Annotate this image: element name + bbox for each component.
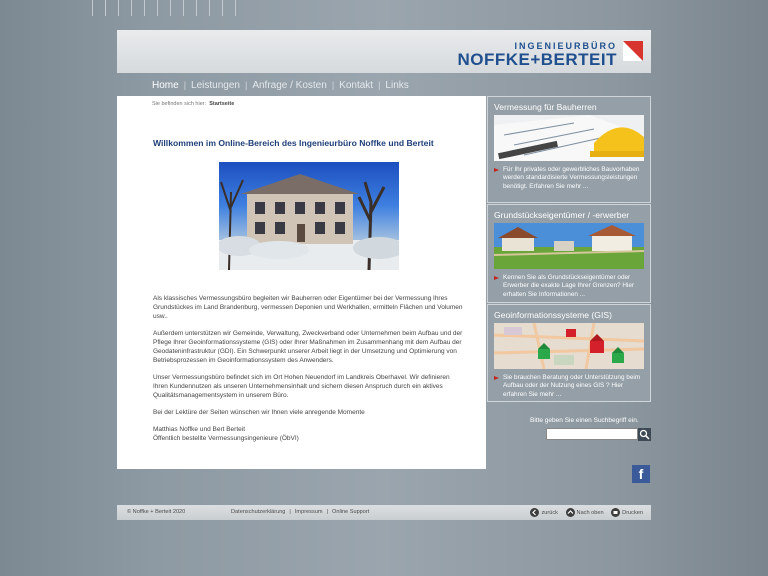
footer-link-online-support[interactable]: Online Support xyxy=(332,509,370,515)
magnifier-icon xyxy=(638,428,651,441)
nav-separator: | xyxy=(183,80,187,90)
intro-paragraph: Außerdem unterstützen wir Gemeinde, Verwaltung, Zweckverband oder Unternehmen beim Aufbau und der Pflege Ihrer Geoinformationssysteme (GIS) oder Ihrer Maßnahmen im Zusammenhang mit dem Aufbau der Geodateninfrastruktur (GDI). Ein Schwerpunkt unserer Arbeit liegt in der Umsetzung und Optimierung von Betriebsprozessen im Geoinformationssystem des Anwenders. xyxy=(153,330,463,364)
page-title: Willkommen im Online-Bereich des Ingenieurbüro Noffke und Berteit xyxy=(153,138,434,148)
scroll-top-button[interactable] xyxy=(566,510,604,516)
logo-title: NOFFKE+BERTEIT xyxy=(457,50,617,69)
houses-image[interactable] xyxy=(494,223,644,269)
sidebar-box-bauherren[interactable] xyxy=(487,96,651,203)
footer-links xyxy=(231,509,369,515)
decorative-ticks xyxy=(92,0,238,16)
main-content xyxy=(117,96,486,469)
map-with-houses-image[interactable] xyxy=(494,323,644,369)
sidebar-box-teaser[interactable]: Für Ihr privates oder gewerbliches Bauvorhaben werden standardisierte Vermessungsleistungen benötigt. Erfahren Sie mehr ... xyxy=(488,161,650,194)
sidebar-box-title[interactable]: Grundstückseigentümer / -erwerber xyxy=(494,210,630,220)
office-building-photo xyxy=(219,162,399,270)
print-label: Drucken xyxy=(622,509,643,516)
footer-separator: | xyxy=(289,509,291,515)
sidebar-box-title[interactable]: Geoinformationssysteme (GIS) xyxy=(494,310,612,320)
intro-paragraph: Unser Vermessungsbüro befindet sich im Ort Hohen Neuendorf im Landkreis Oberhavel. Wir definieren Ihren Kundennutzen als unseren Unternehmensinhalt und sichern diesen Anspruch durch ein aktives Qualitätsmanagementsystem in unserem Büro. xyxy=(153,374,450,399)
nav-item-leistungen[interactable]: Leistungen xyxy=(191,80,240,91)
logo-subtitle: INGENIEURBÜRO xyxy=(514,41,617,51)
back-button[interactable] xyxy=(530,510,557,516)
back-icon xyxy=(530,508,539,517)
sidebar-box-title[interactable]: Vermessung für Bauherren xyxy=(494,102,597,112)
search-label: Bitte geben Sie einen Suchbegriff ein. xyxy=(530,417,639,424)
footer-tools xyxy=(524,508,643,517)
print-button[interactable] xyxy=(611,510,643,516)
copyright-text: © Noffke + Berteit 2020 xyxy=(127,509,186,515)
logo-mark-icon xyxy=(623,41,643,61)
footer-separator: | xyxy=(326,509,328,515)
sidebar-box-gis[interactable] xyxy=(487,304,651,402)
sidebar-box-teaser[interactable]: Sie brauchen Beratung oder Unterstützung beim Aufbau oder der Nutzung eines GIS ? Hier erfahren Sie mehr ... xyxy=(488,369,650,402)
search-button[interactable] xyxy=(638,428,651,441)
breadcrumb-current[interactable]: Startseite xyxy=(209,101,235,107)
nav-separator: | xyxy=(331,80,335,90)
back-label: zurück xyxy=(541,509,558,516)
facebook-icon[interactable]: f xyxy=(632,465,650,483)
up-label: Nach oben xyxy=(576,509,604,516)
nav-item-kontakt[interactable]: Kontakt xyxy=(339,80,374,91)
footer-bar xyxy=(117,505,651,520)
sidebar xyxy=(487,96,651,403)
intro-paragraph: Als klassisches Vermessungsbüro begleiten wir Bauherren oder Eigentümer bei der Vermessung Ihres Grundstückes im Land Brandenburg, vermessen Deponien und Werkhallen, ermitteln Flächen und Volumen usw.. xyxy=(153,295,463,320)
footer-link-impressum[interactable]: Impressum xyxy=(294,509,323,515)
sidebar-box-grundstueck[interactable] xyxy=(487,204,651,303)
nav-item-links[interactable]: Links xyxy=(385,80,409,91)
main-navigation xyxy=(152,80,409,91)
header-bar xyxy=(117,30,651,73)
nav-separator: | xyxy=(244,80,248,90)
nav-item-anfrage-kosten[interactable]: Anfrage / Kosten xyxy=(252,80,327,91)
up-icon xyxy=(566,508,575,517)
nav-item-home[interactable]: Home xyxy=(152,80,179,91)
sidebar-box-teaser[interactable]: Kennen Sie als Grundstückseigentümer oder Erwerber die exakte Lage Ihrer Grenzen? Hier erhalten Sie Informationen ... xyxy=(488,269,650,302)
intro-text xyxy=(153,294,465,443)
construction-plans-image[interactable] xyxy=(494,115,644,161)
breadcrumb xyxy=(152,101,234,107)
print-icon xyxy=(611,508,620,517)
signature-names: Matthias Noffke und Bert Berteit xyxy=(153,426,246,433)
footer-link-datenschutz[interactable]: Datenschutzerklärung xyxy=(231,509,286,515)
nav-separator: | xyxy=(378,80,381,90)
signature-title: Öffentlich bestellte Vermessungsingenieure (ÖbVI) xyxy=(153,435,299,442)
company-logo[interactable] xyxy=(457,41,643,68)
search-input[interactable] xyxy=(546,428,638,440)
breadcrumb-prefix: Sie befinden sich hier: xyxy=(152,101,207,107)
intro-paragraph: Bei der Lektüre der Seiten wünschen wir Ihnen viele anregende Momente xyxy=(153,409,365,416)
